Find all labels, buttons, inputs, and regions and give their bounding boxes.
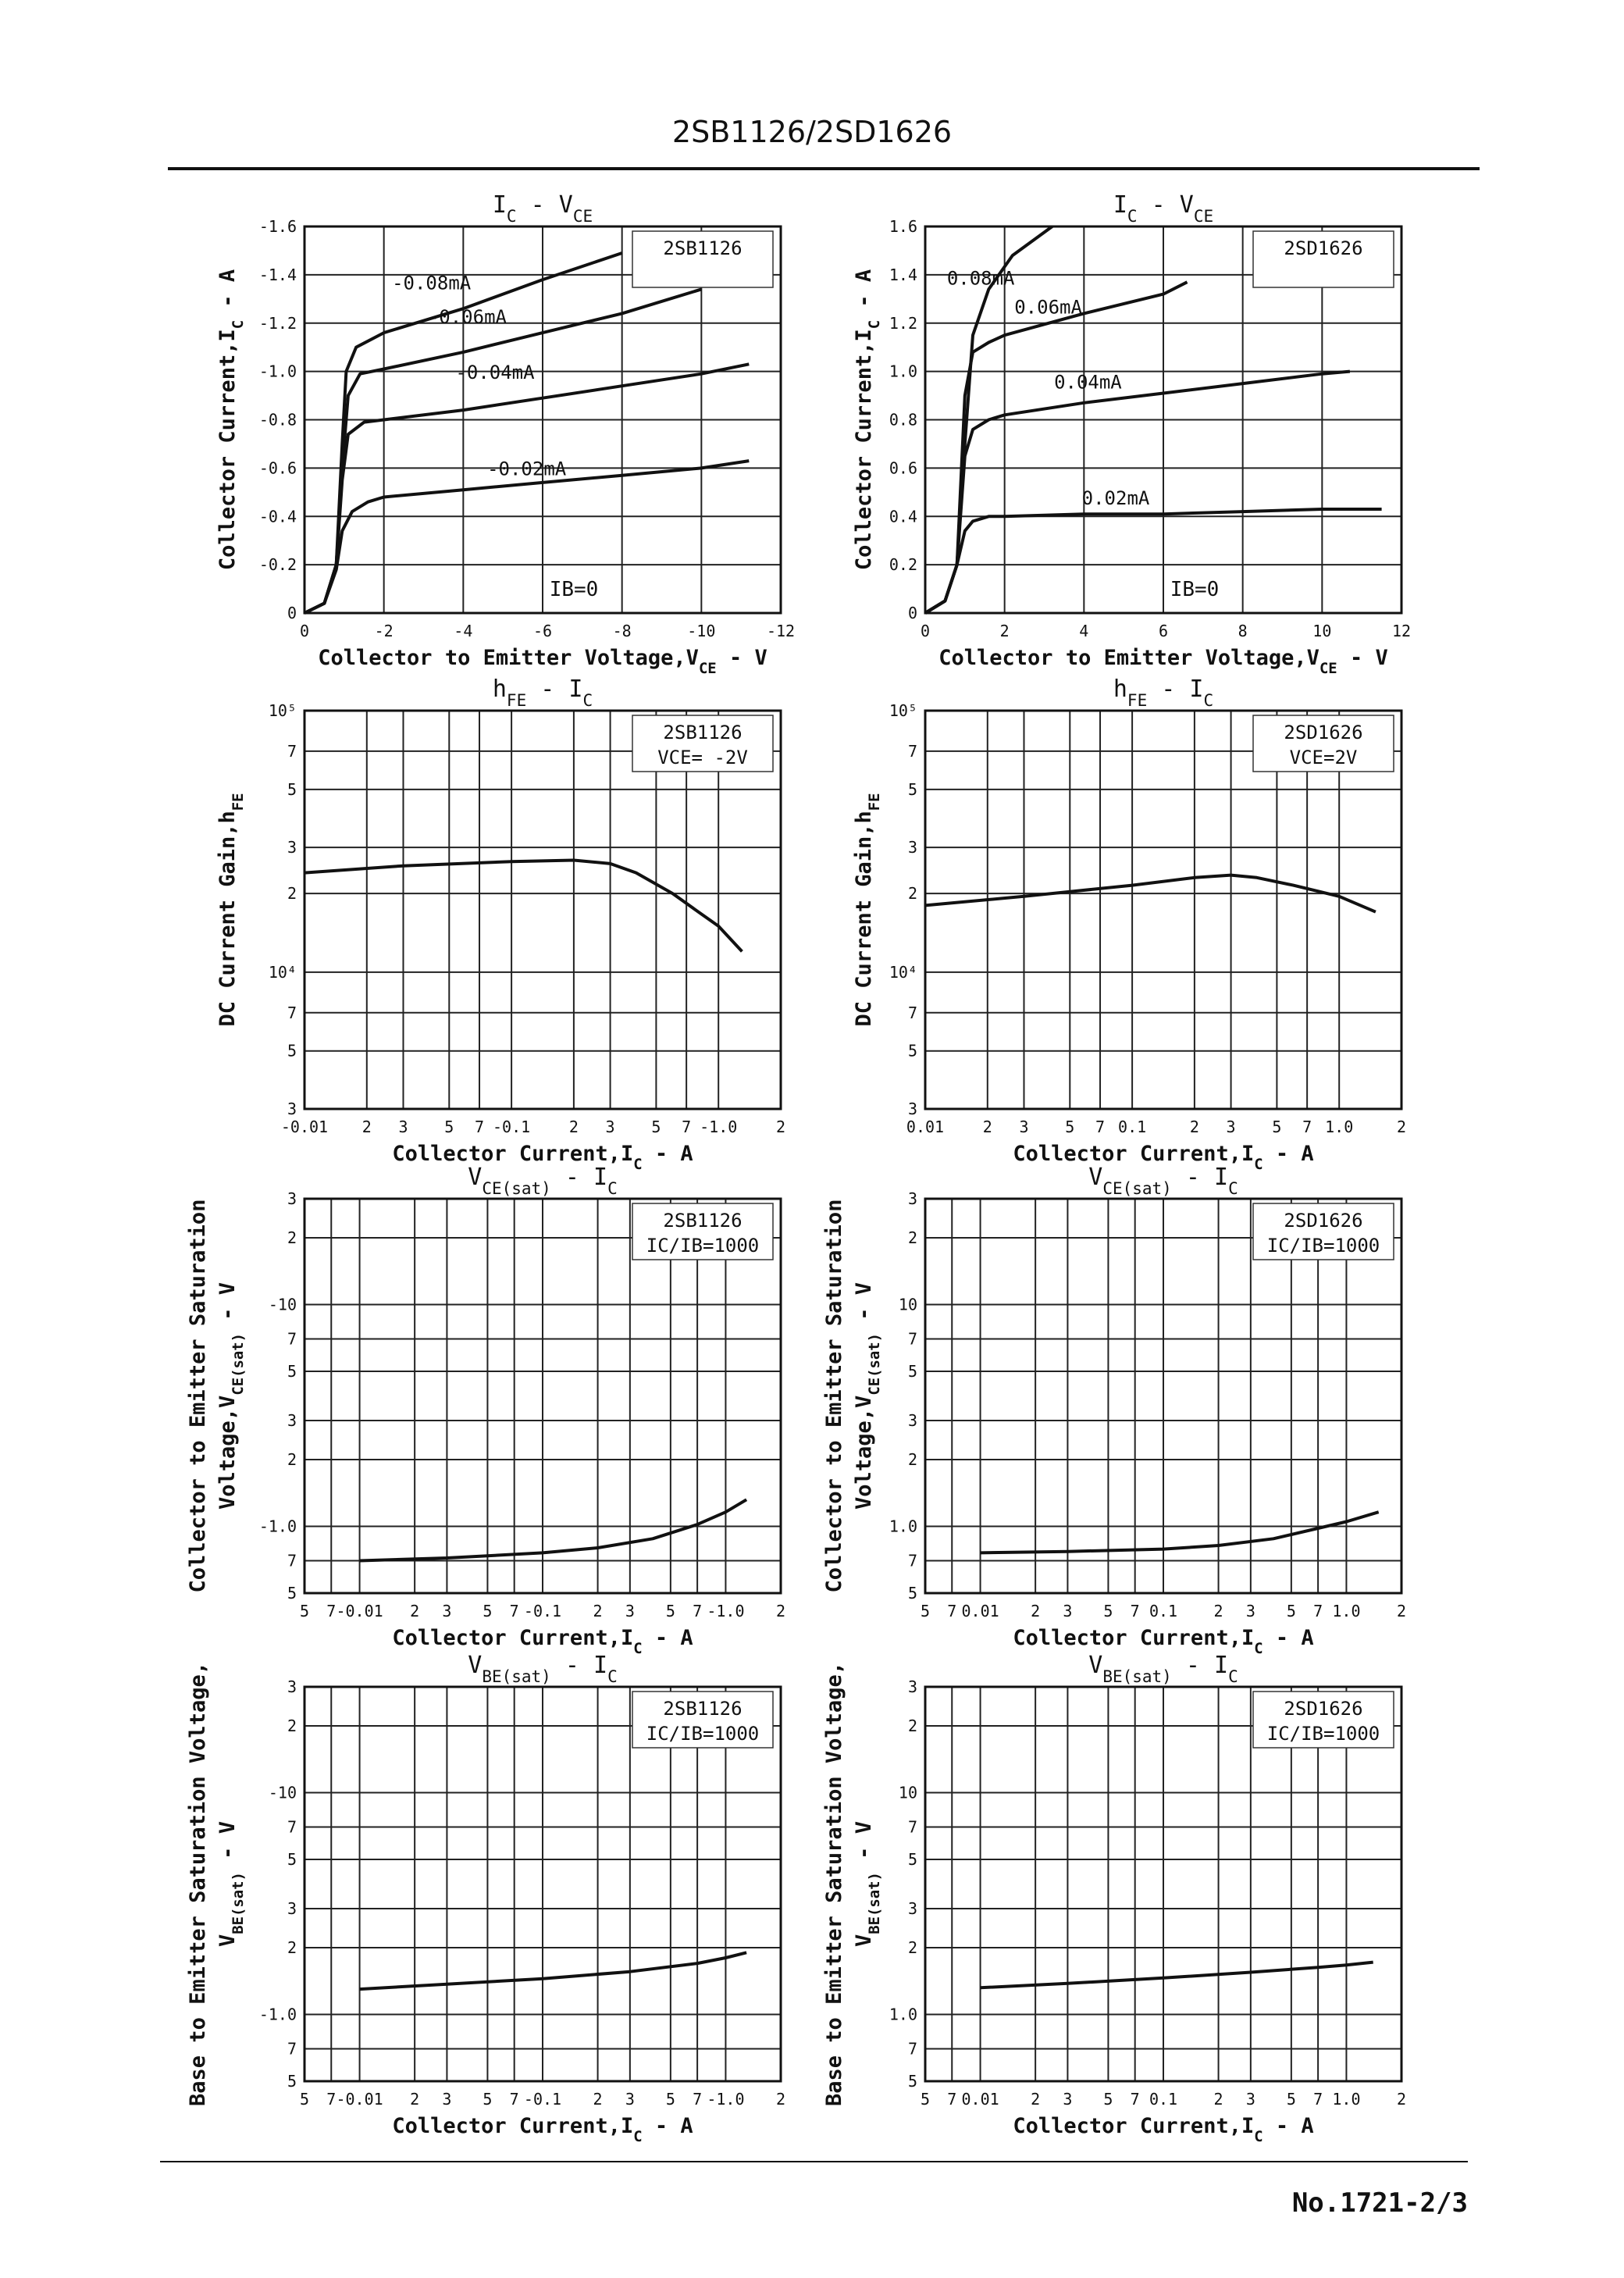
y-tick-label: 3 [907, 1899, 917, 1919]
condition-note: IC/IB=1000 [646, 1235, 760, 1257]
y-axis-label: Base to Emitter Saturation Voltage, [186, 1662, 210, 2106]
y-tick-label: 3 [287, 1411, 297, 1431]
y-tick-label: 5 [907, 1584, 917, 1602]
x-tick-label: 7 [1095, 1118, 1106, 1136]
x-tick-label: 2 [1396, 1118, 1407, 1136]
y-tick-label: 7 [907, 2039, 917, 2059]
chart-title: $h_{FE} - I_C$ [492, 676, 593, 710]
x-tick-label: -0.1 [493, 1118, 531, 1136]
series-line [304, 461, 749, 613]
y-tick-label: 10⁵ [268, 701, 297, 720]
y-tick-label: -1.0 [258, 362, 297, 381]
device-label: 2SD1626 [1284, 237, 1363, 259]
condition-note: IB=0 [549, 578, 599, 601]
y-tick-label: 5 [287, 1849, 297, 1869]
x-tick-label: 3 [442, 2090, 452, 2109]
x-tick-label: -1.0 [707, 1602, 745, 1620]
x-tick-label: 3 [1245, 2090, 1255, 2109]
x-tick-label: 5 [1272, 1118, 1282, 1136]
y-axis-label-line2: $V_{BE(sat)}$ - V [852, 1821, 883, 1947]
x-tick-label: 5 [920, 2090, 931, 2109]
x-tick-label: 7 [509, 2090, 519, 2109]
x-tick-label: -10 [687, 622, 716, 640]
x-tick-label: -0.01 [280, 1118, 329, 1136]
y-tick-label: 5 [287, 779, 297, 799]
x-tick-label: -0.01 [336, 1602, 383, 1620]
x-tick-label: 7 [947, 2090, 957, 2109]
series-label: 0.08mA [946, 267, 1015, 290]
y-tick-label: 3 [287, 1899, 297, 1919]
x-axis-label: Collector $Current,I_C$ - A [392, 2114, 693, 2145]
series-line [304, 861, 742, 952]
x-tick-label: 2 [593, 1602, 603, 1620]
y-tick-label: -10 [268, 1295, 297, 1314]
x-tick-label: 2 [1031, 2090, 1041, 2109]
x-tick-label: 7 [326, 1602, 337, 1620]
series-line [304, 361, 749, 613]
x-tick-label: 10 [1312, 622, 1332, 640]
x-tick-label: -1.0 [707, 2090, 745, 2109]
x-tick-label: 2 [1031, 1602, 1041, 1620]
x-tick-label: 12 [1391, 622, 1412, 640]
condition-note: IC/IB=1000 [646, 1723, 760, 1745]
condition-note: IC/IB=1000 [1266, 1235, 1380, 1257]
x-tick-label: 2 [410, 1602, 420, 1620]
device-label: 2SB1126 [663, 1210, 743, 1232]
chart-vbesat_d [822, 1652, 1406, 2145]
y-tick-label: -1.4 [258, 265, 297, 284]
y-tick-label: 3 [287, 1189, 297, 1208]
y-tick-label: 1.4 [889, 265, 917, 284]
y-tick-label: 1.0 [889, 1517, 917, 1536]
chart-ic_vce_b [215, 191, 795, 677]
x-tick-label: 2 [361, 1118, 372, 1136]
series-line [360, 1952, 746, 1989]
x-tick-label: 0.1 [1149, 2090, 1178, 2109]
x-tick-label: 3 [1245, 1602, 1255, 1620]
y-tick-label: 7 [287, 1551, 297, 1570]
y-tick-label: -0.2 [258, 555, 297, 575]
x-tick-label: -0.1 [523, 2090, 562, 2109]
y-tick-label: 1.2 [889, 313, 917, 333]
y-tick-label: 2 [287, 1450, 297, 1470]
y-tick-label: 5 [907, 1041, 917, 1061]
y-axis-label: Collector to Emitter Saturation [186, 1199, 210, 1593]
x-tick-label: 5 [299, 2090, 310, 2109]
page-footer: No.1721-2/3 [1291, 2187, 1468, 2219]
y-axis-label: Collector $Current,I_C$ - A [852, 269, 883, 571]
y-tick-label: 1.6 [889, 217, 917, 236]
y-tick-label: 5 [287, 1361, 297, 1381]
x-tick-label: 5 [1286, 1602, 1296, 1620]
x-tick-label: 1.0 [1332, 2090, 1361, 2109]
y-tick-label: 7 [287, 741, 297, 761]
y-axis-label: DC Current $Gain,h_{FE}$ [852, 793, 883, 1027]
series-line [981, 1512, 1379, 1553]
x-tick-label: 2 [999, 622, 1010, 640]
device-label: 2SD1626 [1284, 1210, 1363, 1232]
x-tick-label: 3 [605, 1118, 615, 1136]
y-tick-label: 7 [287, 1329, 297, 1349]
series-line [360, 1499, 746, 1560]
y-tick-label: -0.8 [258, 410, 297, 430]
y-tick-label: 10⁴ [889, 962, 917, 982]
y-tick-label: 2 [907, 1938, 917, 1958]
y-tick-label: 7 [907, 1329, 917, 1349]
y-tick-label: 2 [287, 1717, 297, 1736]
y-tick-label: 5 [907, 779, 917, 799]
x-tick-label: 2 [775, 1602, 786, 1620]
y-axis-label: Collector to Emitter Saturation [822, 1199, 846, 1593]
device-label: 2SD1626 [1284, 1698, 1363, 1720]
x-tick-label: 7 [1313, 1602, 1323, 1620]
chart-title: $V_{BE(sat)} - I_C$ [468, 1652, 618, 1686]
y-tick-label: 5 [907, 1849, 917, 1869]
y-tick-label: -10 [268, 1783, 297, 1802]
y-axis-label-line2: $Voltage,V_{CE(sat)}$ - V [215, 1282, 247, 1510]
y-tick-label: 5 [287, 2072, 297, 2091]
y-tick-label: 7 [907, 1003, 917, 1022]
chart-hfe_d [852, 676, 1406, 1173]
x-tick-label: 3 [1063, 2090, 1073, 2109]
chart-title: $h_{FE} - I_C$ [1113, 676, 1214, 710]
x-tick-label: 5 [483, 1602, 493, 1620]
x-tick-label: 0.01 [906, 1118, 945, 1136]
chart-title: $I_C - V_{CE}$ [1113, 191, 1214, 226]
y-tick-label: 5 [907, 1361, 917, 1381]
charts-layer [186, 191, 1411, 2145]
x-tick-label: 3 [442, 1602, 452, 1620]
x-tick-label: 7 [693, 2090, 703, 2109]
y-tick-label: 10⁴ [268, 962, 297, 982]
y-tick-label: -1.0 [258, 1517, 297, 1536]
y-tick-label: 3 [287, 838, 297, 857]
y-tick-label: 2 [907, 1228, 917, 1248]
series-line [981, 1963, 1373, 1988]
x-tick-label: 0.01 [961, 1602, 999, 1620]
y-tick-label: -1.0 [258, 2005, 297, 2024]
x-tick-label: -0.1 [523, 1602, 562, 1620]
x-axis-label: Collector to Emitter $Voltage,V_{CE}$ - V [938, 646, 1388, 677]
x-tick-label: 0 [299, 622, 310, 640]
y-tick-label: 0.4 [889, 507, 917, 526]
device-label: 2SB1126 [663, 722, 743, 743]
y-tick-label: 0.8 [889, 410, 917, 430]
x-tick-label: 7 [1313, 2090, 1323, 2109]
y-axis-label-line2: $Voltage,V_{CE(sat)}$ - V [852, 1282, 883, 1510]
device-label: 2SB1126 [663, 1698, 743, 1720]
series-label: -0.08mA [392, 272, 472, 294]
y-tick-label: 2 [287, 1938, 297, 1958]
x-tick-label: -6 [532, 622, 553, 640]
condition-note: VCE=2V [1289, 747, 1358, 768]
y-tick-label: 3 [907, 1100, 917, 1118]
y-tick-label: 2 [907, 884, 917, 904]
y-tick-label: 7 [907, 1551, 917, 1570]
condition-note: IB=0 [1170, 578, 1220, 601]
x-tick-label: 2 [410, 2090, 420, 2109]
x-tick-label: 5 [1065, 1118, 1075, 1136]
x-tick-label: -0.01 [336, 2090, 383, 2109]
x-tick-label: 3 [625, 2090, 635, 2109]
device-label: 2SB1126 [663, 237, 743, 259]
x-tick-label: 3 [1063, 1602, 1073, 1620]
y-tick-label: 7 [287, 2039, 297, 2059]
x-tick-label: 5 [1103, 1602, 1113, 1620]
series-label: -0.02mA [487, 458, 567, 480]
x-tick-label: 2 [775, 2090, 786, 2109]
y-tick-label: 2 [907, 1450, 917, 1470]
x-tick-label: 3 [625, 1602, 635, 1620]
x-tick-label: 3 [1226, 1118, 1236, 1136]
series-line [925, 509, 1382, 613]
x-tick-label: -12 [766, 622, 796, 640]
y-tick-label: 1.0 [889, 2005, 917, 2024]
x-tick-label: 2 [1213, 1602, 1223, 1620]
y-tick-label: 7 [287, 1003, 297, 1022]
y-axis-label: Base to Emitter Saturation Voltage, [822, 1662, 846, 2106]
y-tick-label: 0 [907, 604, 917, 622]
page-header: 2SB1126/2SD1626 [671, 115, 953, 149]
x-tick-label: 6 [1158, 622, 1169, 640]
x-tick-label: 5 [665, 1602, 675, 1620]
x-tick-label: 8 [1238, 622, 1248, 640]
y-tick-label: -1.2 [258, 313, 297, 333]
y-tick-label: 3 [287, 1677, 297, 1696]
x-tick-label: 3 [398, 1118, 408, 1136]
x-tick-label: 7 [475, 1118, 485, 1136]
y-tick-label: 0 [287, 604, 297, 622]
y-tick-label: 5 [907, 2072, 917, 2091]
x-tick-label: 2 [775, 1118, 786, 1136]
y-tick-label: 3 [907, 838, 917, 857]
chart-title: $V_{CE(sat)} - I_C$ [1088, 1164, 1238, 1198]
x-tick-label: 5 [651, 1118, 661, 1136]
x-tick-label: 2 [1396, 1602, 1407, 1620]
x-axis-label: Collector $Current,I_C$ - A [392, 1626, 693, 1657]
y-tick-label: 3 [907, 1189, 917, 1208]
x-tick-label: 2 [982, 1118, 992, 1136]
chart-title: $V_{CE(sat)} - I_C$ [468, 1164, 618, 1198]
x-tick-label: 2 [568, 1118, 579, 1136]
y-tick-label: -0.6 [258, 458, 297, 478]
x-tick-label: -4 [454, 622, 473, 640]
x-tick-label: 4 [1079, 622, 1089, 640]
y-tick-label: 5 [287, 1041, 297, 1061]
x-tick-label: 5 [1286, 2090, 1296, 2109]
chart-ic_vce_d [852, 191, 1411, 677]
x-axis-label: Collector $Current,I_C$ - A [1013, 1142, 1314, 1173]
x-tick-label: 7 [693, 1602, 703, 1620]
device-label: 2SD1626 [1284, 722, 1363, 743]
x-tick-label: 2 [1189, 1118, 1199, 1136]
x-tick-label: -8 [612, 622, 632, 640]
x-tick-label: 5 [665, 2090, 675, 2109]
x-tick-label: 7 [326, 2090, 337, 2109]
x-tick-label: 1.0 [1332, 1602, 1361, 1620]
condition-note: VCE= -2V [657, 747, 748, 768]
y-tick-label: 5 [287, 1584, 297, 1602]
chart-title: $I_C - V_{CE}$ [492, 191, 593, 226]
y-tick-label: 0.6 [889, 458, 917, 478]
x-axis-label: Collector $Current,I_C$ - A [392, 1142, 693, 1173]
x-tick-label: 5 [920, 1602, 931, 1620]
x-tick-label: 7 [947, 1602, 957, 1620]
x-tick-label: 2 [1396, 2090, 1407, 2109]
y-tick-label: 7 [907, 1817, 917, 1837]
chart-hfe_b [215, 676, 785, 1173]
x-tick-label: 5 [299, 1602, 310, 1620]
y-axis-label: DC Current $Gain,h_{FE}$ [215, 793, 247, 1027]
y-tick-label: 2 [287, 1228, 297, 1248]
y-axis-label-line2: $V_{BE(sat)}$ - V [215, 1821, 247, 1947]
chart-vcesat_d [822, 1164, 1406, 1657]
y-tick-label: 3 [907, 1677, 917, 1696]
y-tick-label: 2 [907, 1717, 917, 1736]
x-tick-label: 7 [1130, 1602, 1140, 1620]
x-tick-label: 2 [593, 2090, 603, 2109]
x-tick-label: 3 [1019, 1118, 1029, 1136]
y-tick-label: -0.4 [258, 507, 297, 526]
condition-note: IC/IB=1000 [1266, 1723, 1380, 1745]
x-tick-label: 0.01 [961, 2090, 999, 2109]
x-tick-label: 7 [509, 1602, 519, 1620]
x-tick-label: 0.1 [1118, 1118, 1147, 1136]
x-tick-label: 7 [1130, 2090, 1140, 2109]
x-tick-label: 7 [1302, 1118, 1312, 1136]
x-axis-label: Collector $Current,I_C$ - A [1013, 1626, 1314, 1657]
y-tick-label: 7 [287, 1817, 297, 1837]
series-label: 0.04mA [1054, 371, 1122, 394]
x-tick-label: 5 [483, 2090, 493, 2109]
chart-vcesat_b [186, 1164, 785, 1657]
y-tick-label: 10 [898, 1295, 917, 1314]
y-tick-label: 2 [287, 884, 297, 904]
y-tick-label: 10 [898, 1783, 917, 1802]
x-tick-label: 0 [920, 622, 931, 640]
y-tick-label: 10⁵ [889, 701, 917, 720]
y-axis-label: Collector $Current,I_C$ - A [215, 269, 247, 571]
y-tick-label: 3 [287, 1100, 297, 1118]
x-axis-label: Collector to Emitter $Voltage,V_{CE}$ - V [318, 646, 767, 677]
x-tick-label: 1.0 [1325, 1118, 1354, 1136]
x-axis-label: Collector $Current,I_C$ - A [1013, 2114, 1314, 2145]
series-label: -0.06mA [427, 305, 507, 328]
chart-title: $V_{BE(sat)} - I_C$ [1088, 1652, 1238, 1686]
x-tick-label: -1.0 [700, 1118, 738, 1136]
x-tick-label: 0.1 [1149, 1602, 1178, 1620]
x-tick-label: -2 [374, 622, 394, 640]
y-tick-label: -1.6 [258, 217, 297, 236]
x-tick-label: 5 [1103, 2090, 1113, 2109]
y-tick-label: 0.2 [889, 555, 917, 575]
x-tick-label: 2 [1213, 2090, 1223, 2109]
chart-vbesat_b [186, 1652, 785, 2145]
series-label: 0.06mA [1014, 296, 1082, 319]
y-tick-label: 1.0 [889, 362, 917, 381]
x-tick-label: 7 [682, 1118, 692, 1136]
series-label: 0.02mA [1081, 487, 1150, 509]
series-label: -0.04mA [455, 361, 535, 383]
y-tick-label: 3 [907, 1411, 917, 1431]
x-tick-label: 5 [444, 1118, 454, 1136]
y-tick-label: 7 [907, 741, 917, 761]
